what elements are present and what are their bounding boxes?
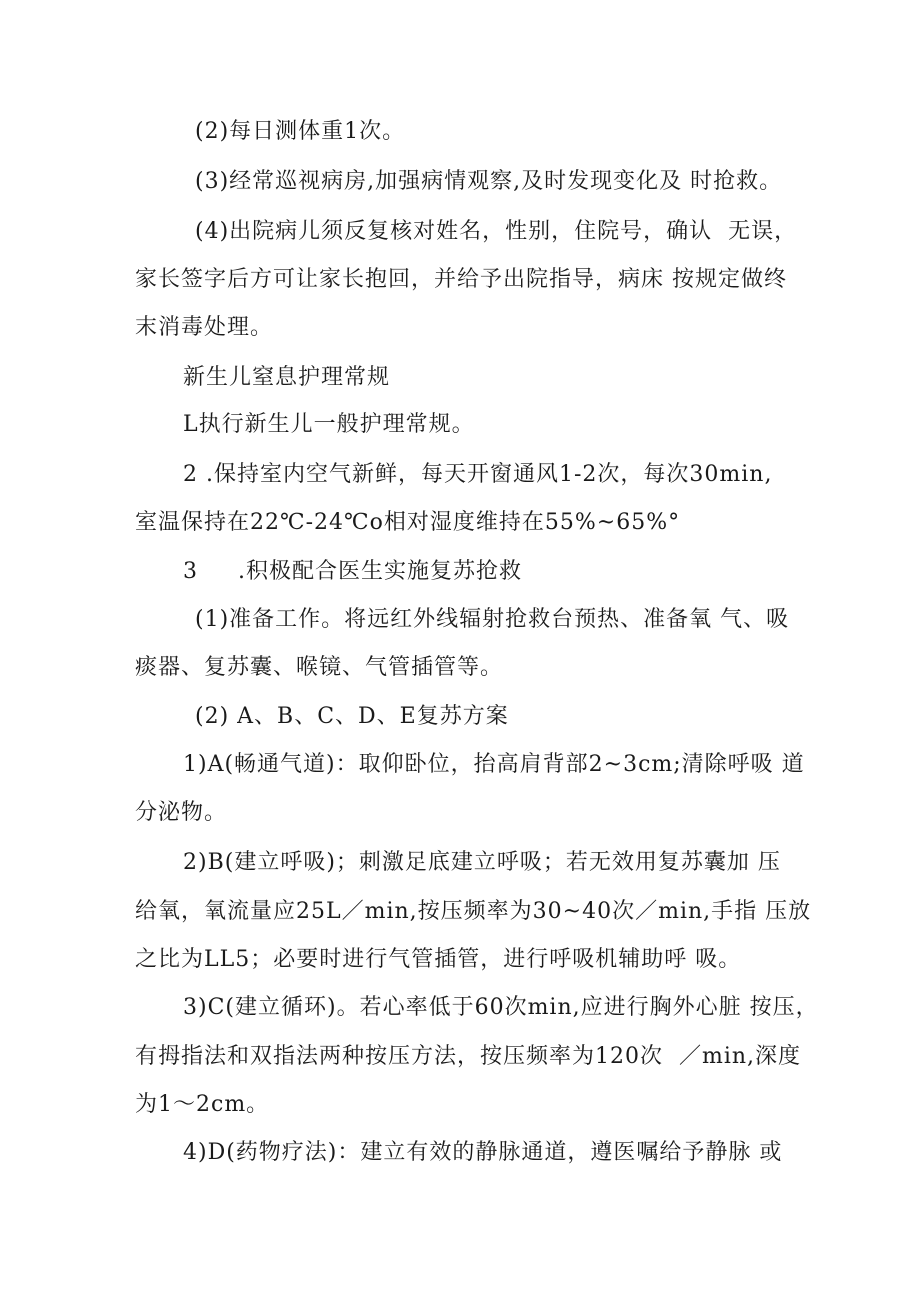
- text-line-18: 之比为LL5；必要时进行气管插管，进行呼吸机辅助呼 吸。: [135, 947, 742, 972]
- text-line-13: (2) A、B、C、D、E复苏方案: [195, 704, 509, 729]
- text-line-19: 3)C(建立循环)。若心率低于60次min,应进行胸外心脏 按压，: [183, 995, 819, 1020]
- text-line-22: 4)D(药物疗法)：建立有效的静脉通道，遵医嘱给予静脉 或: [183, 1140, 783, 1165]
- text-line-10: 3 .积极配合医生实施复苏抢救: [183, 559, 522, 584]
- text-line-16: 2)B(建立呼吸)；刺激足底建立呼吸；若无效用复苏囊加 压: [183, 850, 781, 875]
- text-line-14: 1)A(畅通气道)：取仰卧位，抬高肩背部2~3cm;清除呼吸 道: [183, 752, 805, 777]
- text-line-4: 家长签字后方可让家长抱回，并给予出院指导，病床 按规定做终: [135, 267, 787, 292]
- text-line-21: 为1～2cm。: [135, 1092, 270, 1117]
- section-heading: 新生儿窒息护理常规: [183, 365, 391, 390]
- text-line-3: (4)出院病儿须反复核对姓名，性别，住院号，确认 无误，: [195, 219, 798, 244]
- text-line-20: 有拇指法和双指法两种按压方法，按压频率为120次 ／min,深度: [135, 1044, 802, 1069]
- text-line-2: (3)经常巡视病房,加强病情观察,及时发现变化及 时抢救。: [195, 169, 783, 194]
- text-line-12: 痰器、复苏囊、喉镜、气管插管等。: [135, 655, 504, 680]
- text-line-5: 末消毒处理。: [135, 315, 274, 340]
- text-line-7: L执行新生儿一般护理常规。: [183, 412, 475, 437]
- text-line-15: 分泌物。: [135, 800, 228, 825]
- text-line-11: (1)准备工作。将远红外线辐射抢救台预热、准备氧 气、吸: [195, 607, 790, 632]
- text-line-1: (2)每日测体重1次。: [195, 119, 406, 144]
- text-line-17: 给氧，氧流量应25L／min,按压频率为30~40次／min,手指 压放: [135, 899, 812, 924]
- text-line-9: 室温保持在22℃-24℃o相对湿度维持在55%~65%°: [135, 510, 681, 535]
- text-line-8: 2 .保持室内空气新鲜，每天开窗通风1-2次，每次30min,: [183, 462, 773, 487]
